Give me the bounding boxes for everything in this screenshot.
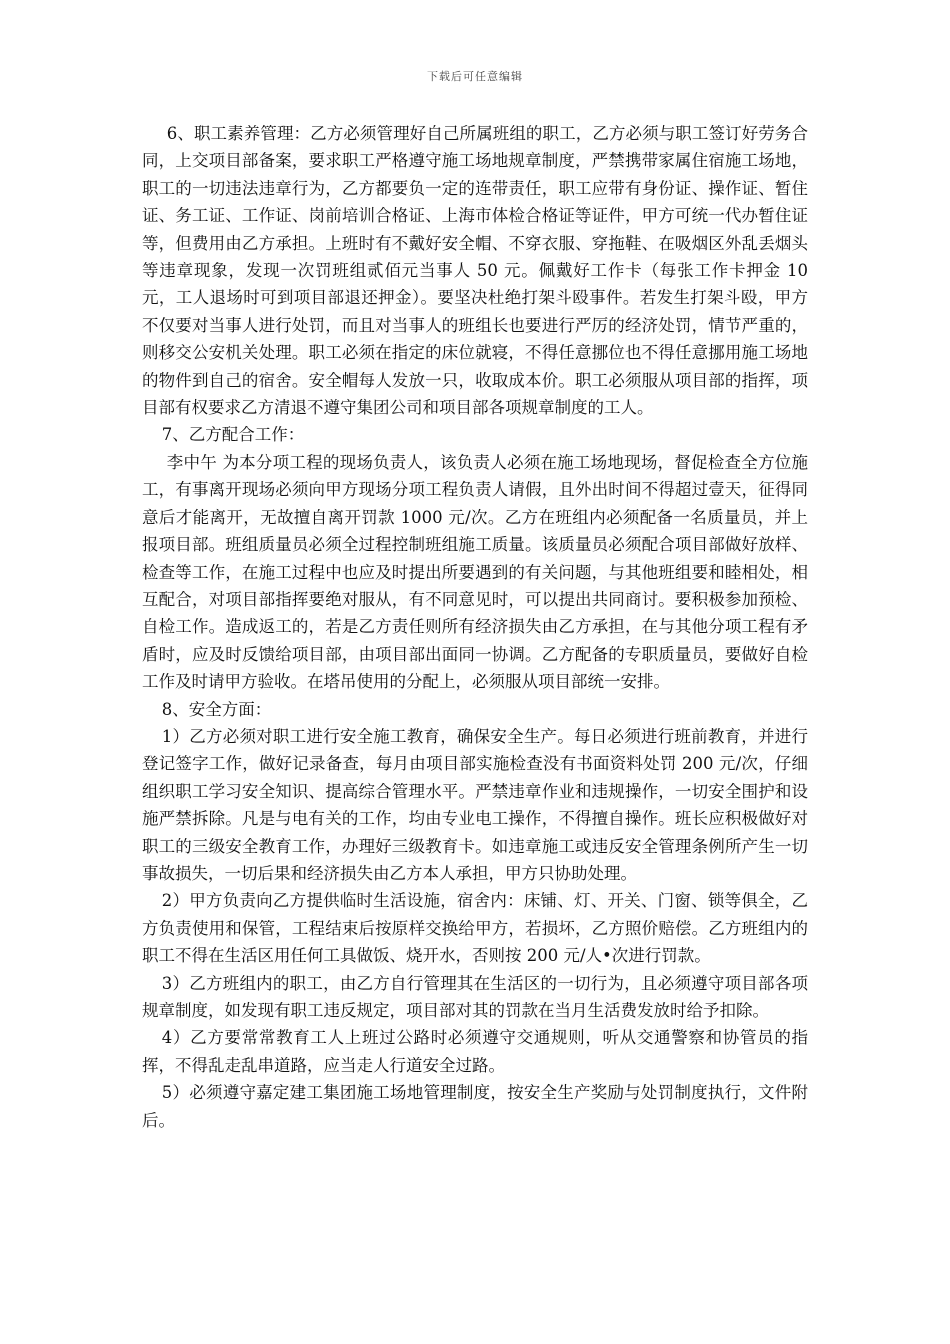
section-7-title: 7、乙方配合工作： <box>161 425 305 445</box>
paragraph-section-6: 6、职工素养管理：乙方必须管理好自己所属班组的职工，乙方必须与职工签订好劳务合同，上交项目部备案，要求职工严格遵守施工场地规章制度，严禁携带家属住宿施工场地，职工的一切违法违章行为，乙方都要负一定的连带责任，职工应带有身份证、操作证、暂住证、务工证、工作证、岗前培训合格证、上海市体检合格证等证件，甲方可统一代办暂住证等，但费用由乙方承担。上班时有不戴好安全帽、不穿衣服、穿拖鞋、在吸烟区外乱丢烟头等违章现象，发现一次罚班组贰佰元当事人 50 元。佩戴好工作卡（每张工作卡押金 10 元，工人退场时可到项目部退还押金）。要坚决杜绝打架斗殴事件。若发生打架斗殴，甲方不仅要对当事人进行处罚，而且对当事人的班组长也要进行严厉的经济处罚，情节严重的，则移交公安机关处理。职工必须在指定的床位就寝，不得任意挪位也不得任意挪用施工场地的物件到自己的宿舍。安全帽每人发放一只，收取成本价。职工必须服从项目部的指挥，项目部有权要求乙方清退不遵守集团公司和项目部各项规章制度的工人。 <box>142 124 808 418</box>
paragraph-safety-5: 5）必须遵守嘉定建工集团施工场地管理制度，按安全生产奖励与处罚制度执行，文件附后。 <box>142 1083 808 1130</box>
page-header: 下载后可任意编辑 <box>427 70 523 83</box>
paragraph-section-7: 李中午 为本分项工程的现场负责人，该负责人必须在施工场地现场，督促检查全方位施工，有事离开现场必须向甲方现场分项工程负责人请假，且外出时间不得超过壹天，征得同意后才能离开，无故擅自离开罚款 1000 元/次。乙方在班组内必须配备一名质量员，并上报项目部。班组质量员必须全过程控制班组施工质量。该质量员必须配合项目部做好放样、检查等工作，在施工过程中也应及时提出所要遇到的有关问题，与其他班组要和睦相处，相互配合，对项目部指挥要绝对服从，有不同意见时，可以提出共同商讨。要积极参加预检、自检工作。造成返工的，若是乙方责任则所有经济损失由乙方承担，在与其他分项工程有矛盾时，应及时反馈给项目部，由项目部出面同一协调。乙方配备的专职质量员，要做好自检工作及时请甲方验收。在塔吊使用的分配上，必须服从项目部统一安排。 <box>142 452 808 692</box>
paragraph-safety-1: 1）乙方必须对职工进行安全施工教育，确保安全生产。每日必须进行班前教育，并进行登记签字工作，做好记录备查，每月由项目部实施检查没有书面资料处罚 200 元/次，仔细组织职工学习安全知识、提高综合管理水平。严禁违章作业和违规操作，一切安全围护和设施严禁拆除。凡是与电有关的工作，均由专业电工操作，不得擅自操作。班长应积极做好对职工的三级安全教育工作，办理好三级教育卡。如违章施工或违反安全管理条例所产生一切事故损失，一切后果和经济损失由乙方本人承担，甲方只协助处理。 <box>142 726 808 883</box>
section-8-title: 8、安全方面： <box>161 699 272 719</box>
paragraph-safety-2: 2）甲方负责向乙方提供临时生活设施，宿舍内：床铺、灯、开关、门窗、锁等俱全，乙方负责使用和保管，工程结束后按原样交换给甲方，若损坏，乙方照价赔偿。乙方班组内的职工不得在生活区用任何工具做饭、烧开水，否则按 200 元/人•次进行罚款。 <box>142 891 808 966</box>
paragraph-safety-4: 4）乙方要常常教育工人上班过公路时必须遵守交通规则，听从交通警察和协管员的指挥，不得乱走乱串道路，应当走人行道安全过路。 <box>142 1028 808 1075</box>
paragraph-safety-3: 3）乙方班组内的职工，由乙方自行管理其在生活区的一切行为，且必须遵守项目部各项规章制度，如发现有职工违反规定，项目部对其的罚款在当月生活费发放时给予扣除。 <box>142 973 808 1020</box>
document-body <box>142 120 808 1134</box>
